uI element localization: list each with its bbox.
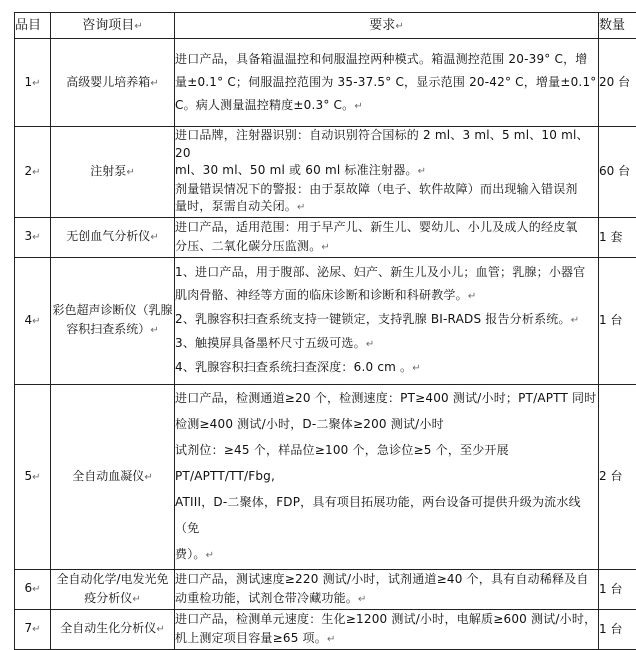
req-line: 试剂位：≥45 个，样品位≥100 个，急诊位≥5 个，至少开展 PT/APTT/TT/Fbg,: [175, 437, 598, 489]
req-line: 进口产品，检测通道≥20 个，检测速度：PT≥400 测试/小时；PT/APTT 同时: [175, 385, 598, 411]
req-line: ATIII，D-二聚体，FDP，具有项目拓展功能，两台设备可提供升级为流水线（免: [175, 489, 598, 541]
header-idx: 品目: [15, 13, 51, 39]
row-requirements: [175, 127, 599, 218]
req-line: 肌肉骨骼、神经等方面的临床诊断和诊断和科研教学。↵: [175, 284, 598, 308]
row-name: 全自动血凝仪↵: [51, 384, 175, 569]
table-row: [15, 609, 636, 649]
req-line: 量时，泵需自动关闭。↵: [175, 198, 598, 217]
req-line: 4、乳腺容积扫查系统扫查深度：6.0 cm 。↵: [175, 356, 598, 380]
table-row: [15, 217, 636, 257]
table-header-row: [15, 13, 636, 39]
row-idx: 2↵: [15, 127, 51, 218]
req-line: 机上测定项目容量≥65 项。↵: [175, 629, 598, 649]
row-idx: 3↵: [15, 217, 51, 257]
row-idx: 6↵: [15, 569, 51, 609]
row-qty: 20 台: [599, 39, 636, 127]
table-row: [15, 569, 636, 609]
row-requirements: [175, 39, 599, 127]
req-line: 进口产品，具备箱温温控和伺服温控两种模式。箱温测控范围 20-39° C，增: [175, 48, 598, 71]
row-qty: 1 台: [599, 257, 636, 384]
header-name: 咨询项目↵: [51, 13, 175, 39]
table-row: [15, 39, 636, 127]
row-name: 全自动生化分析仪↵: [51, 609, 175, 649]
header-qty: 数量: [599, 13, 636, 39]
req-line: 量±0.1° C；伺服温控范围为 35-37.5° C，显示范围 20-42° C，增量±0.1°: [175, 71, 598, 94]
req-line: 进口产品，检测单元速度：生化≥1200 测试/小时，电解质≥600 测试/小时，: [175, 610, 598, 629]
row-qty: 1 台: [599, 609, 636, 649]
row-name: 彩色超声诊断仪（乳腺容积扫查系统）↵: [51, 257, 175, 384]
row-requirements: [175, 569, 599, 609]
row-requirements: [175, 384, 599, 569]
req-line: 进口产品，适用范围：用于早产儿、新生儿、婴幼儿、小儿及成人的经皮氧: [175, 218, 598, 237]
requirements-table: [14, 12, 636, 650]
req-line: 剂量错误情况下的警报：由于泵故障（电子、软件故障）而出现输入错误剂: [175, 181, 598, 199]
row-idx: 5↵: [15, 384, 51, 569]
row-qty: 60 台: [599, 127, 636, 218]
row-requirements: [175, 609, 599, 649]
req-line: 1、进口产品，用于腹部、泌尿、妇产、新生儿及小儿；血管；乳腺；小器官: [175, 261, 598, 284]
req-line: C。病人测量温控精度±0.3° C。↵: [175, 94, 598, 118]
row-requirements: [175, 257, 599, 384]
req-line: 2、乳腺容积扫查系统支持一键锁定，支持乳腺 BI-RADS 报告分析系统。↵: [175, 308, 598, 332]
row-requirements: [175, 217, 599, 257]
table-row: [15, 127, 636, 218]
header-req: 要求↵: [175, 13, 599, 39]
row-name: 注射泵↵: [51, 127, 175, 218]
row-idx: 4↵: [15, 257, 51, 384]
table-row: [15, 384, 636, 569]
req-line: 分压、二氧化碳分压监测。↵: [175, 237, 598, 257]
row-qty: 2 台: [599, 384, 636, 569]
req-line: 进口品牌，注射器识别：自动识别符合国标的 2 ml、3 ml、5 ml、10 ml、20: [175, 127, 598, 162]
row-name: 无创血气分析仪↵: [51, 217, 175, 257]
row-idx: 7↵: [15, 609, 51, 649]
req-line: 动重检功能，试剂仓带冷藏功能。↵: [175, 589, 598, 609]
row-idx: 1↵: [15, 39, 51, 127]
row-qty: 1 套: [599, 217, 636, 257]
req-line: 费）。↵: [175, 541, 598, 569]
row-qty: 1 台: [599, 569, 636, 609]
req-line: ml、30 ml、50 ml 或 60 ml 标准注射器。↵: [175, 162, 598, 181]
table-row: [15, 257, 636, 384]
req-line: 进口产品，测试速度≥220 测试/小时，试剂通道≥40 个，具有自动稀释及自: [175, 570, 598, 589]
req-line: 3、触摸屏具备墨杯尺寸五级可选。↵: [175, 332, 598, 356]
row-name: 高级婴儿培养箱↵: [51, 39, 175, 127]
req-line: 检测≥400 测试/小时，D-二聚体≥200 测试/小时: [175, 411, 598, 437]
row-name: 全自动化学/电发光免疫分析仪↵: [51, 569, 175, 609]
